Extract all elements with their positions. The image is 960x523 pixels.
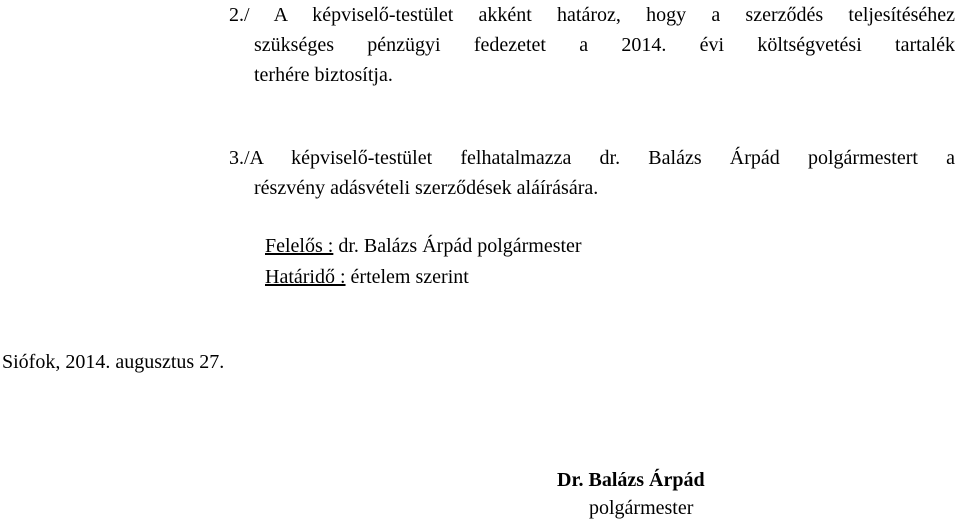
signature-name: Dr. Balázs Árpád [557,469,705,491]
deadline-value: értelem szerint [345,266,469,288]
deadline-label: Határidő : [265,266,346,288]
resolution-2-line-2: szükséges pénzügyi fedezetet a 2014. évi költségvetési tartalék [254,34,955,56]
deadline-line [265,265,469,289]
responsible-line [265,234,582,258]
resolution-3-line-2: részvény adásvételi szerződések aláírására. [254,177,599,199]
resolution-2-line-1: 2./ A képviselő-testület akként határoz, hogy a szerződés teljesítéséhez [229,4,955,26]
signature-title: polgármester [589,497,694,519]
responsible-value: dr. Balázs Árpád polgármester [333,235,582,257]
place-date: Siófok, 2014. augusztus 27. [2,351,225,373]
resolution-2-line-3: terhére biztosítja. [254,64,393,86]
responsible-label: Felelős : [265,235,334,257]
resolution-3-line-1: 3./A képviselő-testület felhatalmazza dr. Balázs Árpád polgármestert a [229,147,955,169]
